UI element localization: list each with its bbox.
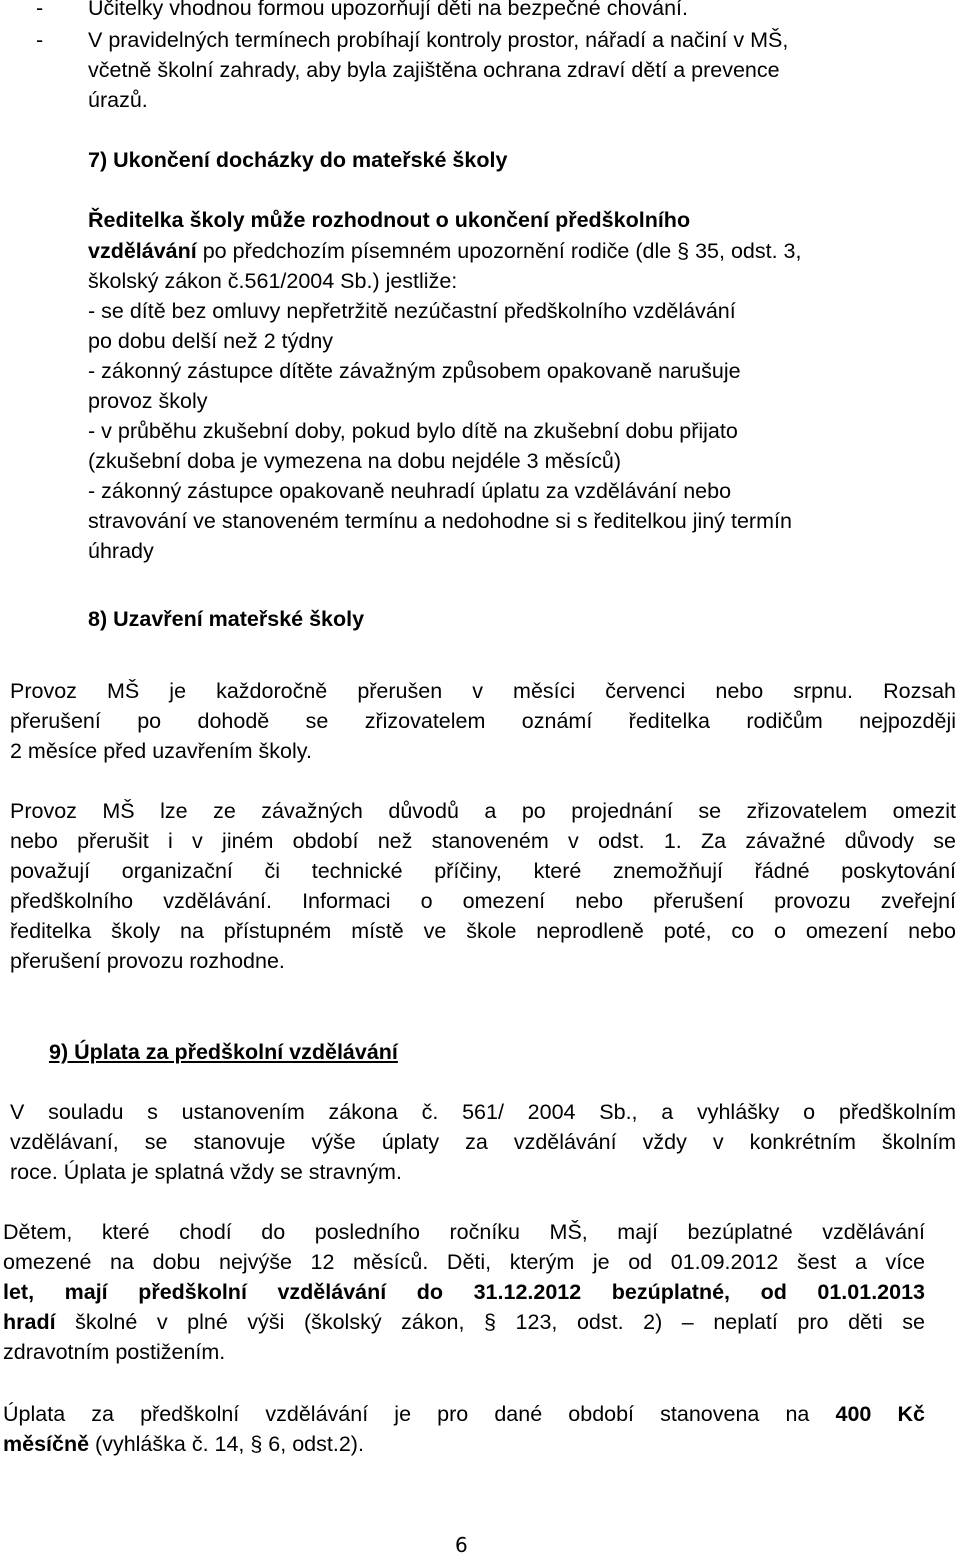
paragraph-line: Úplata za předškolní vzdělávání je pro dané období stanovena na 400 Kč: [3, 1402, 925, 1426]
condition-line: - zákonný zástupce dítěte závažným způsobem opakovaně narušuje: [88, 359, 741, 383]
condition-line: stravování ve stanoveném termínu a nedohodne si s ředitelkou jiný termín: [88, 509, 792, 533]
paragraph-line: měsíčně (vyhláška č. 14, § 6, odst.2).: [3, 1432, 364, 1456]
section-intro: školský zákon č.561/2004 Sb.) jestliže:: [88, 269, 458, 293]
paragraph-line: považují organizační či technické příčiny, které znemožňují řádné poskytování: [10, 859, 956, 883]
condition-line: úhrady: [88, 539, 154, 563]
paragraph-line: Dětem, které chodí do posledního ročníku MŠ, mají bezúplatné vzdělávání: [3, 1220, 925, 1244]
condition-line: - se dítě bez omluvy nepřetržitě nezúčastní předškolního vzdělávání: [88, 299, 736, 323]
section-heading: 8) Uzavření mateřské školy: [88, 607, 365, 631]
condition-list: [88, 296, 792, 566]
paragraph-line: zdravotním postižením.: [3, 1340, 226, 1364]
paragraph-line: V souladu s ustanovením zákona č. 561/ 2004 Sb., a vyhlášky o předškolním: [10, 1100, 956, 1124]
list-dash: -: [36, 28, 44, 52]
list-item: úrazů.: [88, 88, 148, 112]
paragraph-line: let, mají předškolní vzdělávání do 31.12.2012 bezúplatné, od 01.01.2013: [3, 1280, 925, 1304]
paragraph-line: Provoz MŠ lze ze závažných důvodů a po projednání se zřizovatelem omezit: [10, 799, 956, 823]
condition-line: - zákonný zástupce opakovaně neuhradí úplatu za vzdělávání nebo: [88, 479, 732, 503]
paragraph-line: omezené na dobu nejvýše 12 měsíců. Děti, kterým je od 01.09.2012 šest a více: [3, 1250, 925, 1274]
page-number: 6: [455, 1533, 468, 1557]
paragraph: [10, 796, 956, 976]
paragraph: [10, 676, 956, 766]
paragraph-line: Provoz MŠ je každoročně přerušen v měsíci červenci nebo srpnu. Rozsah: [10, 679, 956, 703]
paragraph-line: roce. Úplata je splatná vždy se stravným.: [10, 1160, 402, 1184]
paragraph-line: hradí školné v plné výši (školský zákon, § 123, odst. 2) – neplatí pro děti se: [3, 1310, 925, 1334]
condition-line: provoz školy: [88, 389, 208, 413]
paragraph: [10, 1097, 956, 1187]
paragraph-line: 2 měsíce před uzavřením školy.: [10, 739, 312, 763]
list-item: V pravidelných termínech probíhají kontroly prostor, nářadí a načiní v MŠ,: [88, 28, 789, 52]
paragraph-line: ředitelka školy na přístupném místě ve škole neprodleně poté, co o omezení nebo: [10, 919, 956, 943]
section-heading: 7) Ukončení docházky do mateřské školy: [88, 148, 508, 172]
paragraph: [3, 1217, 925, 1367]
list-item: Učitelky vhodnou formou upozorňují děti na bezpečné chování.: [88, 0, 688, 20]
condition-line: po dobu delší než 2 týdny: [88, 329, 334, 353]
list-dash: -: [36, 0, 44, 20]
condition-line: - v průběhu zkušební doby, pokud bylo dítě na zkušební dobu přijato: [88, 419, 738, 443]
paragraph-line: přerušení po dohodě se zřizovatelem oznámí ředitelka rodičům nejpozději: [10, 709, 956, 733]
paragraph-line: přerušení provozu rozhodne.: [10, 949, 285, 973]
paragraph-line: předškolního vzdělávání. Informaci o omezení nebo přerušení provozu zveřejní: [10, 889, 956, 913]
paragraph-line: nebo přerušit i v jiném období než stanoveném v odst. 1. Za závažné důvody se: [10, 829, 956, 853]
list-item: včetně školní zahrady, aby byla zajištěna ochrana zdraví dětí a prevence: [88, 58, 780, 82]
section-intro: vzdělávání po předchozím písemném upozornění rodiče (dle § 35, odst. 3,: [88, 239, 802, 263]
condition-line: (zkušební doba je vymezena na dobu nejdéle 3 měsíců): [88, 449, 622, 473]
section-intro: Ředitelka školy může rozhodnout o ukončení předškolního: [88, 208, 691, 232]
paragraph-line: vzdělávaní, se stanovuje výše úplaty za vzdělávání vždy v konkrétním školním: [10, 1130, 956, 1154]
paragraph: [3, 1399, 925, 1459]
section-heading: 9) Úplata za předškolní vzdělávání: [49, 1040, 398, 1064]
